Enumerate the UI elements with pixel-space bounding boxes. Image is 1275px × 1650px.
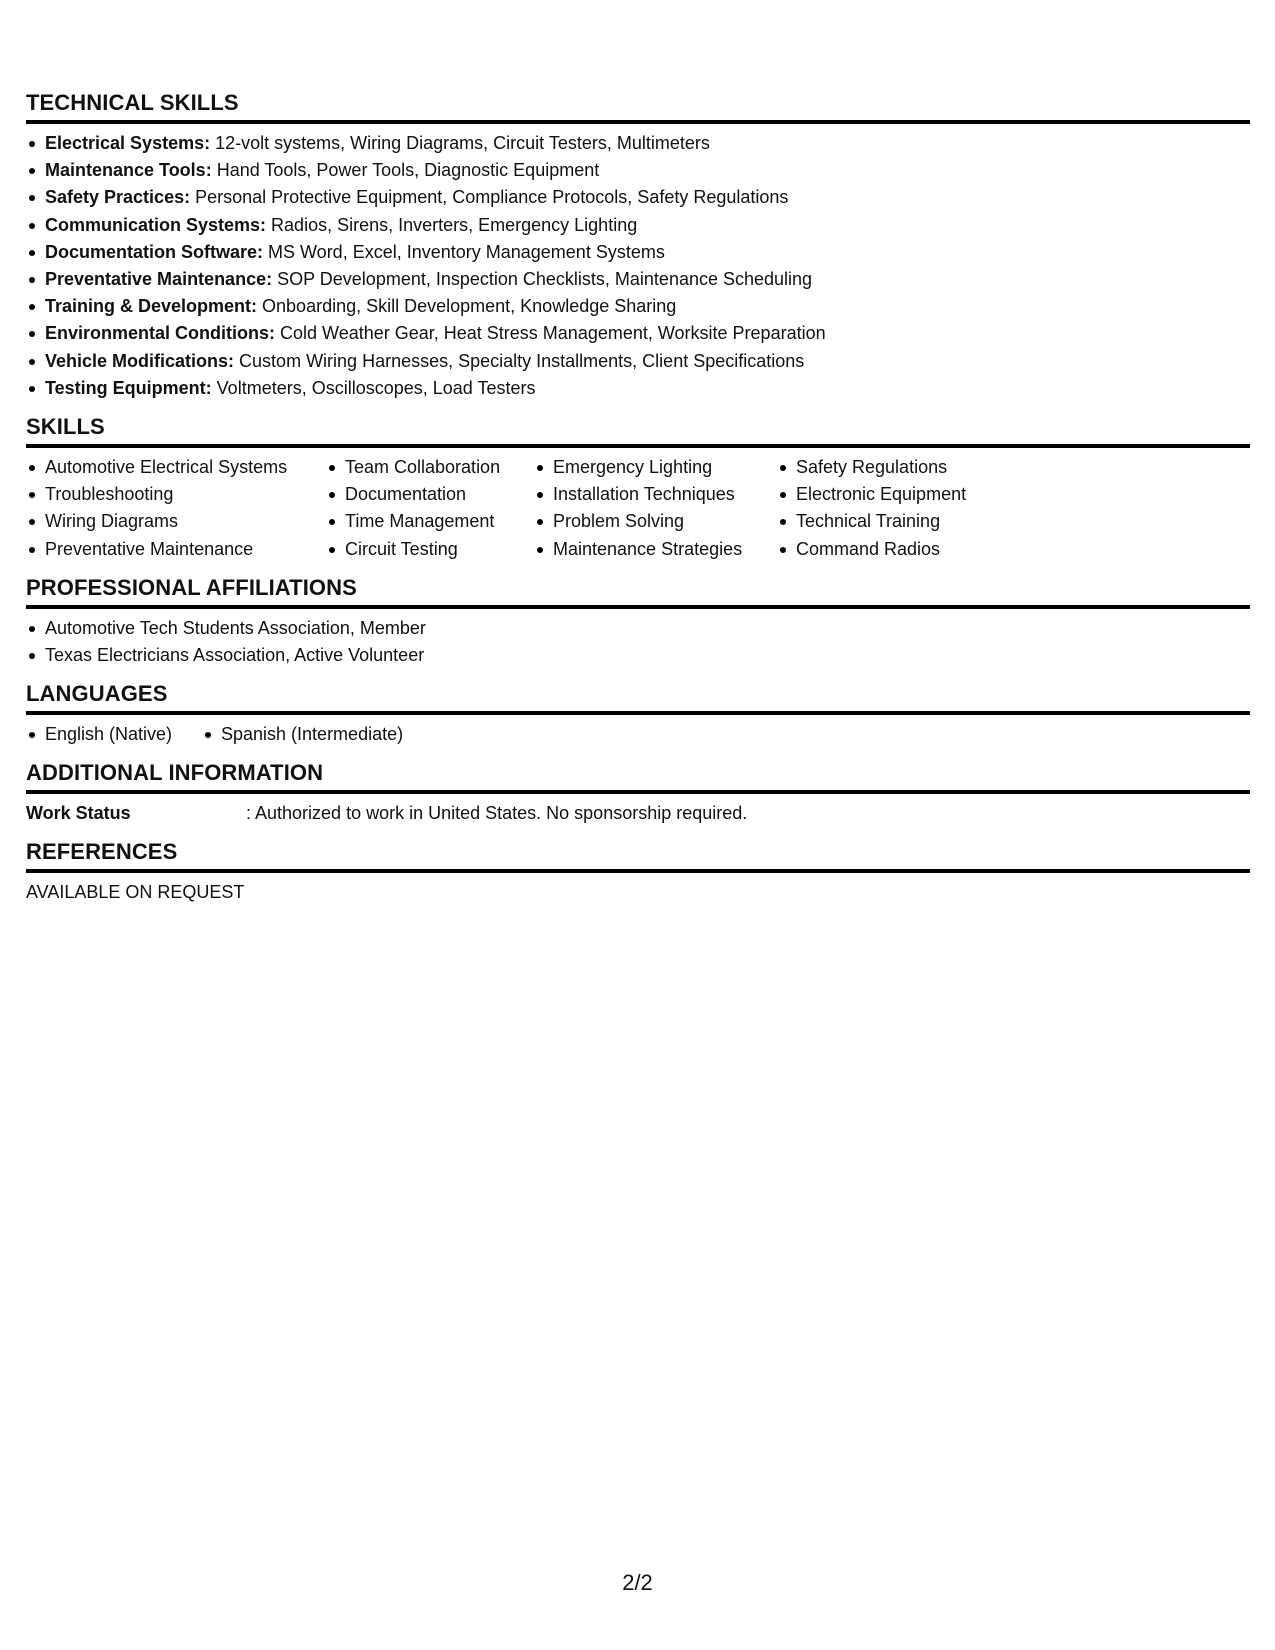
work-status-row xyxy=(26,800,1250,827)
skill-category: Environmental Conditions: xyxy=(45,323,276,344)
language-column xyxy=(26,721,202,748)
technical-skills-section xyxy=(26,90,1250,402)
section-title: ADDITIONAL INFORMATION xyxy=(26,760,1250,794)
additional-info-section xyxy=(26,760,1250,827)
references-section xyxy=(26,839,1250,906)
skill-details: Personal Protective Equipment, Compliance Protocols, Safety Regulations xyxy=(190,187,789,208)
skill-details: SOP Development, Inspection Checklists, Maintenance Scheduling xyxy=(272,269,813,290)
languages-section xyxy=(26,681,1250,748)
list-item: Texas Electricians Association, Active Volunteer xyxy=(26,642,1250,669)
skill-category: Electrical Systems: xyxy=(45,133,211,153)
list-item: Team Collaboration xyxy=(326,454,534,481)
list-item: Circuit Testing xyxy=(326,536,534,563)
skills-grid xyxy=(26,454,1250,563)
resume-page xyxy=(26,90,1250,918)
section-title: LANGUAGES xyxy=(26,681,1250,715)
section-title: SKILLS xyxy=(26,414,1250,448)
skill-details: 12-volt systems, Wiring Diagrams, Circuit Testers, Multimeters xyxy=(210,133,710,153)
section-title: PROFESSIONAL AFFILIATIONS xyxy=(26,575,1250,609)
work-status-value: : Authorized to work in United States. No sponsorship required. xyxy=(246,803,748,824)
list-item: Wiring Diagrams xyxy=(26,508,326,535)
list-item xyxy=(26,130,1250,157)
list-item xyxy=(26,320,1250,347)
skills-column xyxy=(326,454,534,563)
skill-category: Documentation Software: xyxy=(45,241,264,262)
list-item: Electronic Equipment xyxy=(777,481,1037,508)
list-item: Emergency Lighting xyxy=(534,454,777,481)
skill-details: MS Word, Excel, Inventory Management Systems xyxy=(263,241,665,262)
list-item: English (Native) xyxy=(26,721,202,748)
list-item xyxy=(26,348,1250,375)
work-status-label: Work Status xyxy=(26,803,131,824)
list-item: Preventative Maintenance xyxy=(26,536,326,563)
skills-column xyxy=(777,454,1037,563)
references-text: AVAILABLE ON REQUEST xyxy=(26,882,245,903)
list-item xyxy=(26,293,1250,320)
skill-category: Training & Development: xyxy=(45,296,258,317)
language-column xyxy=(202,721,403,748)
skill-details: Custom Wiring Harnesses, Specialty Installments, Client Specifications xyxy=(234,350,805,371)
skill-details: Radios, Sirens, Inverters, Emergency Lighting xyxy=(266,214,638,235)
list-item: Problem Solving xyxy=(534,508,777,535)
skill-category: Preventative Maintenance: xyxy=(45,269,273,290)
skills-column xyxy=(534,454,777,563)
list-item xyxy=(26,375,1250,402)
list-item: Automotive Electrical Systems xyxy=(26,454,326,481)
skill-category: Communication Systems: xyxy=(45,214,267,235)
technical-skills-list xyxy=(26,130,1250,402)
skill-category: Maintenance Tools: xyxy=(45,160,212,181)
affiliations-list xyxy=(26,615,1250,669)
skill-details: Cold Weather Gear, Heat Stress Management, Worksite Preparation xyxy=(275,323,826,344)
list-item: Technical Training xyxy=(777,508,1037,535)
list-item: Documentation xyxy=(326,481,534,508)
list-item: Troubleshooting xyxy=(26,481,326,508)
section-title: TECHNICAL SKILLS xyxy=(26,90,1250,124)
list-item: Spanish (Intermediate) xyxy=(202,721,403,748)
list-item: Maintenance Strategies xyxy=(534,536,777,563)
list-item xyxy=(26,266,1250,293)
section-title: REFERENCES xyxy=(26,839,1250,873)
page-number: 2/2 xyxy=(622,1570,653,1595)
skill-details: Hand Tools, Power Tools, Diagnostic Equipment xyxy=(211,160,600,181)
skill-category: Vehicle Modifications: xyxy=(45,350,235,371)
list-item xyxy=(26,212,1250,239)
list-item: Command Radios xyxy=(777,536,1037,563)
languages-list xyxy=(26,721,1250,748)
skill-category: Testing Equipment: xyxy=(45,377,212,398)
affiliations-section xyxy=(26,575,1250,669)
list-item: Automotive Tech Students Association, Member xyxy=(26,615,1250,642)
list-item: Installation Techniques xyxy=(534,481,777,508)
skills-section xyxy=(26,414,1250,563)
skill-details: Onboarding, Skill Development, Knowledge Sharing xyxy=(257,296,677,317)
skills-column xyxy=(26,454,326,563)
list-item xyxy=(26,184,1250,211)
list-item: Time Management xyxy=(326,508,534,535)
list-item xyxy=(26,239,1250,266)
list-item xyxy=(26,157,1250,184)
list-item: Safety Regulations xyxy=(777,454,1037,481)
skill-category: Safety Practices: xyxy=(45,187,191,208)
skill-details: Voltmeters, Oscilloscopes, Load Testers xyxy=(211,377,536,398)
